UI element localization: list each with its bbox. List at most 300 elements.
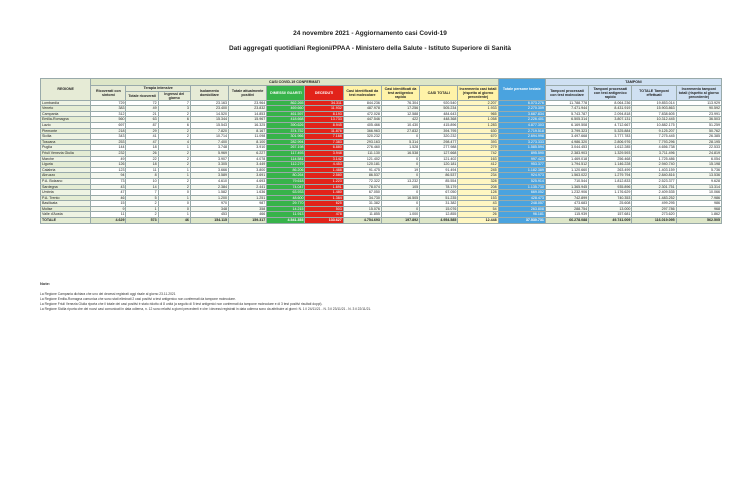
- value-cell: 729: [91, 100, 126, 106]
- value-cell: 1.794.512: [545, 162, 588, 168]
- value-cell: 965: [458, 111, 498, 117]
- value-cell: 630: [458, 128, 498, 134]
- region-cell: Sardegna: [41, 184, 91, 190]
- value-cell: 7.838.605: [632, 111, 676, 117]
- value-cell: 2: [158, 111, 190, 117]
- value-cell: 41: [126, 134, 158, 140]
- value-cell: 16.505: [381, 195, 419, 201]
- value-cell: 6.073.276: [498, 100, 545, 106]
- value-cell: 18: [126, 162, 158, 168]
- header-deceduti: DECEDUTI: [305, 86, 343, 101]
- region-cell: Abruzzo: [41, 173, 91, 179]
- value-cell: 358: [229, 206, 267, 212]
- value-cell: 2.207: [458, 100, 498, 106]
- value-cell: 23.832: [229, 106, 267, 112]
- value-cell: 2: [158, 156, 190, 162]
- value-cell: 105: [381, 184, 419, 190]
- header-group-casi: CASI COVID-19 CONFERMATI: [91, 79, 498, 86]
- value-cell: 383: [91, 106, 126, 112]
- header-antigenico: Casi identificati da test antigenico rapido: [381, 86, 419, 101]
- value-cell: 127.668: [420, 150, 458, 156]
- page-title: 24 novembre 2021 - Aggiornamento casi Covid-19: [293, 30, 447, 37]
- note-line: La Regione Friuli Venezia Giulia riporta che il totale dei casi positivi è stato ridotto di 8 unità (a seguito di 5 test antigenici non confermati da tampone molecolare e di 3 test positivi risultati doppi).: [40, 302, 323, 306]
- region-cell: Marche: [41, 156, 91, 162]
- value-cell: 25.608: [589, 201, 632, 207]
- value-cell: 4.541.353: [267, 218, 305, 224]
- value-cell: 51.259: [676, 122, 721, 128]
- value-cell: 394.795: [420, 128, 458, 134]
- value-cell: 461.597: [267, 111, 305, 117]
- value-cell: 96.181: [498, 212, 545, 218]
- value-cell: 14.520: [190, 111, 228, 117]
- region-cell: Lombardia: [41, 100, 91, 106]
- value-cell: 9.125.207: [632, 128, 676, 134]
- region-cell: Friuli Venezia Giulia: [41, 150, 91, 156]
- value-cell: 49.741.009: [589, 218, 632, 224]
- value-cell: 48.600: [267, 195, 305, 201]
- value-cell: 997.420: [498, 156, 545, 162]
- value-cell: 7.471.944: [545, 106, 588, 112]
- value-cell: 293.163: [343, 139, 381, 145]
- value-cell: 248.057: [498, 201, 545, 207]
- value-cell: 1: [158, 195, 190, 201]
- value-cell: 987: [229, 201, 267, 207]
- value-cell: 16.325: [229, 122, 267, 128]
- value-cell: 3.910: [229, 145, 267, 151]
- value-cell: 1.200: [190, 195, 228, 201]
- value-cell: 1.232.906: [545, 190, 588, 196]
- value-cell: 5.314: [381, 139, 419, 145]
- value-cell: 4.877.303: [498, 122, 545, 128]
- value-cell: 428.473: [498, 195, 545, 201]
- value-cell: 117.493: [267, 150, 305, 156]
- value-cell: 625: [305, 201, 343, 207]
- value-cell: 1: [126, 206, 158, 212]
- value-cell: 79.618: [267, 178, 305, 184]
- value-cell: 393: [458, 139, 498, 145]
- value-cell: 2.940.740: [632, 162, 676, 168]
- value-cell: 47: [126, 139, 158, 145]
- value-cell: 2: [158, 128, 190, 134]
- value-cell: 1.000: [381, 212, 419, 218]
- page-subtitle: Dati aggregati quotidiani Regioni/PPAA - Ministero della Salute - Istituto Superiore di Sanità: [228, 45, 512, 52]
- header-isolamento: Isolamento domiciliare: [190, 86, 228, 101]
- value-cell: 3.807.131: [589, 117, 632, 123]
- value-cell: 28.195: [676, 139, 721, 145]
- value-cell: 2: [126, 212, 158, 218]
- value-cell: 448.368: [420, 117, 458, 123]
- value-cell: 15.076: [343, 206, 381, 212]
- value-cell: 669.052: [498, 190, 545, 196]
- value-cell: 256.468: [589, 156, 632, 162]
- value-cell: 953.377: [498, 162, 545, 168]
- value-cell: 8.100: [229, 139, 267, 145]
- value-cell: 2.806.976: [589, 139, 632, 145]
- value-cell: 112.279: [267, 162, 305, 168]
- value-cell: 3.273.333: [498, 139, 545, 145]
- value-cell: 91.494: [420, 167, 458, 173]
- value-cell: 3.305: [190, 162, 228, 168]
- value-cell: 935.896: [589, 184, 632, 190]
- value-cell: 18: [126, 145, 158, 151]
- value-cell: 0: [381, 190, 419, 196]
- value-cell: 2: [158, 150, 190, 156]
- value-cell: 8: [126, 173, 158, 179]
- value-cell: 1.329.593: [589, 150, 632, 156]
- value-cell: 11.932: [305, 106, 343, 112]
- value-cell: 157.681: [589, 212, 632, 218]
- value-cell: 3.687.834: [498, 111, 545, 117]
- value-cell: 697: [91, 122, 126, 128]
- value-cell: 91.475: [343, 167, 381, 173]
- value-cell: 163: [458, 156, 498, 162]
- value-cell: 1.563.022: [545, 173, 588, 179]
- value-cell: 3.948: [305, 150, 343, 156]
- value-cell: 0: [381, 173, 419, 179]
- value-cell: 0: [381, 162, 419, 168]
- value-cell: 1.058: [458, 117, 498, 123]
- value-cell: 120.181: [420, 162, 458, 168]
- value-cell: 2: [126, 201, 158, 207]
- value-cell: 0: [381, 134, 419, 140]
- value-cell: 0: [158, 206, 190, 212]
- value-cell: 2.409.535: [632, 190, 676, 196]
- value-cell: 1.691: [305, 184, 343, 190]
- value-cell: 1: [158, 145, 190, 151]
- value-cell: 4: [158, 139, 190, 145]
- value-cell: 0: [381, 156, 419, 162]
- value-cell: 288.754: [545, 206, 588, 212]
- value-cell: 80.264: [267, 173, 305, 179]
- header-tamp-totale: TOTALE Tamponi effettuati: [632, 86, 676, 101]
- value-cell: 1.812.833: [589, 178, 632, 184]
- value-cell: 453: [190, 212, 228, 218]
- value-cell: 34.730: [343, 195, 381, 201]
- value-cell: 2.719.518: [498, 128, 545, 134]
- value-cell: 267.198: [267, 145, 305, 151]
- region-cell: Piemonte: [41, 128, 91, 134]
- header-incremento: Incremento casi totali (rispetto al giorno precedente): [459, 86, 497, 99]
- value-cell: 366.963: [343, 128, 381, 134]
- value-cell: 560: [91, 117, 126, 123]
- value-cell: 3.711.496: [632, 150, 676, 156]
- value-cell: 47: [91, 190, 126, 196]
- value-cell: 1.146.228: [589, 162, 632, 168]
- value-cell: 279: [458, 145, 498, 151]
- value-cell: 487.978: [343, 106, 381, 112]
- value-cell: 22: [126, 156, 158, 162]
- value-cell: 10.882.175: [632, 122, 676, 128]
- value-cell: 10.066: [676, 190, 721, 196]
- value-cell: 422: [381, 117, 419, 123]
- header-ricoverati: Ricoverati con sintomi: [91, 86, 126, 101]
- value-cell: 232: [91, 150, 126, 156]
- value-cell: 197.892: [381, 218, 419, 224]
- value-cell: 1.365.945: [545, 184, 588, 190]
- value-cell: 128: [458, 190, 498, 196]
- value-cell: 1: [158, 212, 190, 218]
- header-ti-totale: Totale ricoverati: [126, 91, 158, 100]
- value-cell: 3.748: [190, 145, 228, 151]
- value-cell: 924.973: [498, 173, 545, 179]
- value-cell: 1.120.660: [545, 167, 588, 173]
- value-cell: 1.283: [458, 122, 498, 128]
- value-cell: 8.945: [305, 122, 343, 128]
- value-cell: 15.967: [229, 117, 267, 123]
- value-cell: 19.853.014: [632, 100, 676, 106]
- value-cell: 478: [305, 212, 343, 218]
- value-cell: 2.523.377: [632, 178, 676, 184]
- value-cell: 4.453: [305, 162, 343, 168]
- value-cell: 144: [91, 145, 126, 151]
- value-cell: 63.933: [267, 190, 305, 196]
- value-cell: 37.530.731: [498, 218, 545, 224]
- value-cell: 22.533: [676, 145, 721, 151]
- value-cell: 742.899: [545, 195, 588, 201]
- note-line: La Regione Emilia-Romagna comunica che sono stati eliminati 2 casi positivi a test antigenico non confermati da tampone molecolare.: [40, 297, 236, 301]
- value-cell: 12.855: [420, 212, 458, 218]
- value-cell: 5.736: [676, 167, 721, 173]
- value-cell: 710.544: [545, 178, 588, 184]
- header-group-tamponi: TAMPONI: [545, 79, 721, 86]
- value-cell: 218: [91, 128, 126, 134]
- value-cell: 15.198: [676, 162, 721, 168]
- value-cell: 415.896: [420, 122, 458, 128]
- value-cell: 0: [158, 201, 190, 207]
- value-cell: 133.627: [305, 218, 343, 224]
- value-cell: 862.265: [267, 100, 305, 106]
- value-cell: 10: [126, 178, 158, 184]
- notes-heading: Note:: [40, 281, 51, 286]
- value-cell: 1.528: [381, 145, 419, 151]
- value-cell: 473.683: [545, 201, 588, 207]
- header-casi-totali: CASI TOTALI: [420, 86, 458, 101]
- value-cell: 469.660: [267, 106, 305, 112]
- value-cell: 3.777.783: [589, 134, 632, 140]
- value-cell: 154.115: [190, 218, 228, 224]
- value-cell: 54: [458, 206, 498, 212]
- value-cell: 24.819: [676, 150, 721, 156]
- value-cell: 1.862: [676, 212, 721, 218]
- value-cell: 78.074: [343, 184, 381, 190]
- value-cell: 503: [305, 206, 343, 212]
- value-cell: 276.460: [343, 145, 381, 151]
- value-cell: 13.314: [676, 184, 721, 190]
- value-cell: 472.028: [343, 111, 381, 117]
- value-cell: 573: [126, 218, 158, 224]
- value-cell: 1.135.730: [498, 184, 545, 190]
- value-cell: 67.050: [343, 190, 381, 196]
- value-cell: 412: [458, 162, 498, 168]
- value-cell: 1.582: [190, 190, 228, 196]
- value-cell: 153: [458, 195, 498, 201]
- value-cell: 159.317: [229, 218, 267, 224]
- header-tamp-antigenico: Tamponi processati con test antigenico rapido: [589, 86, 632, 101]
- value-cell: 6: [158, 117, 190, 123]
- value-cell: 72: [126, 100, 158, 106]
- value-cell: 126: [91, 162, 126, 168]
- value-cell: 10.430: [381, 122, 419, 128]
- value-cell: 43: [458, 201, 498, 207]
- value-cell: 4.656.738: [632, 145, 676, 151]
- value-cell: 1.483.252: [632, 195, 676, 201]
- header-tamp-molecolare: Tamponi processati con test molecolare: [545, 86, 588, 101]
- value-cell: 0: [381, 201, 419, 207]
- region-cell: Calabria: [41, 167, 91, 173]
- region-cell: Umbria: [41, 190, 91, 196]
- value-cell: 86.537: [343, 173, 381, 179]
- value-cell: 7.820: [190, 128, 228, 134]
- value-cell: 1.176.629: [589, 190, 632, 196]
- header-dimessi: DIMESSI/ GUARITI: [267, 86, 305, 101]
- region-cell: Molise: [41, 206, 91, 212]
- value-cell: 50.762: [676, 128, 721, 134]
- region-cell: Campania: [41, 111, 91, 117]
- header-positivi: Totale attualmente positivi: [229, 86, 267, 101]
- value-cell: 2.270.309: [498, 106, 545, 112]
- value-cell: 31.382: [343, 201, 381, 207]
- value-cell: 67.050: [420, 190, 458, 196]
- value-cell: 51.235: [420, 195, 458, 201]
- value-cell: 1.488: [305, 167, 343, 173]
- value-cell: 10.714: [190, 134, 228, 140]
- value-cell: 670: [458, 134, 498, 140]
- value-cell: 4.754.693: [343, 218, 381, 224]
- value-cell: 844.236: [343, 100, 381, 106]
- value-cell: 740.353: [589, 195, 632, 201]
- value-cell: 3: [158, 106, 190, 112]
- value-cell: 7.383: [305, 139, 343, 145]
- value-cell: 484.643: [420, 111, 458, 117]
- value-cell: 13.000: [589, 206, 632, 212]
- covid-data-table: [40, 78, 722, 224]
- value-cell: 13.232: [381, 178, 419, 184]
- value-cell: 15.076: [420, 206, 458, 212]
- value-cell: 1.636: [229, 190, 267, 196]
- value-cell: 72.322: [343, 178, 381, 184]
- value-cell: 8.193: [305, 111, 343, 117]
- value-cell: 6.880: [305, 145, 343, 151]
- value-cell: 49: [126, 106, 158, 112]
- value-cell: 63: [126, 117, 158, 123]
- value-cell: 14.853: [229, 111, 267, 117]
- value-cell: 1.279.794: [589, 173, 632, 179]
- value-cell: 447.546: [343, 117, 381, 123]
- value-cell: 328: [458, 178, 498, 184]
- value-cell: 27.832: [381, 128, 419, 134]
- notes-section: [40, 281, 720, 312]
- value-cell: 3.449: [229, 162, 267, 168]
- region-cell: Sicilia: [41, 134, 91, 140]
- value-cell: 466: [229, 212, 267, 218]
- value-cell: 1.933: [458, 106, 498, 112]
- value-cell: 0: [381, 206, 419, 212]
- header-tamp-incremento: Incremento tamponi totali (rispetto al giorno precedente): [676, 86, 721, 101]
- value-cell: 9.628: [676, 178, 721, 184]
- value-cell: 29.770: [267, 201, 305, 207]
- value-cell: 31.382: [420, 201, 458, 207]
- value-cell: 348: [190, 206, 228, 212]
- value-cell: 34.311: [305, 100, 343, 106]
- value-cell: 16.538: [381, 150, 419, 156]
- value-cell: 7: [158, 100, 190, 106]
- value-cell: 23.163: [190, 100, 228, 106]
- value-cell: 3.142: [305, 156, 343, 162]
- value-cell: 4.078: [229, 156, 267, 162]
- value-cell: 2.301.751: [632, 184, 676, 190]
- value-cell: 2.441: [229, 184, 267, 190]
- value-cell: 9: [91, 206, 126, 212]
- value-cell: 282.994: [267, 139, 305, 145]
- region-cell: Liguria: [41, 162, 91, 168]
- value-cell: 19: [381, 167, 419, 173]
- value-cell: 21: [126, 111, 158, 117]
- value-cell: 4.610: [190, 178, 228, 184]
- value-cell: 121.402: [343, 156, 381, 162]
- value-cell: 6.505.314: [545, 117, 588, 123]
- region-cell: Valle d'Aosta: [41, 212, 91, 218]
- value-cell: 13.733: [305, 117, 343, 123]
- value-cell: 895.590: [498, 150, 545, 156]
- value-cell: 4.986.320: [545, 139, 588, 145]
- value-cell: 121.402: [420, 156, 458, 162]
- region-cell: Basilicata: [41, 201, 91, 207]
- value-cell: 15: [91, 201, 126, 207]
- value-cell: 15.903.863: [632, 106, 676, 112]
- value-cell: 76.304: [381, 100, 419, 106]
- value-cell: 43: [91, 184, 126, 190]
- region-cell: Puglia: [41, 145, 91, 151]
- value-cell: 208: [458, 184, 498, 190]
- value-cell: 2.384: [190, 184, 228, 190]
- value-cell: 8.064.236: [589, 100, 632, 106]
- value-cell: 273.620: [632, 212, 676, 218]
- value-cell: 11.788.778: [545, 100, 588, 106]
- value-cell: 320.232: [420, 134, 458, 140]
- value-cell: 263.808: [498, 206, 545, 212]
- value-cell: 1.480: [305, 190, 343, 196]
- value-cell: 1.585.594: [498, 145, 545, 151]
- value-cell: 26: [126, 150, 158, 156]
- value-cell: 4.712.667: [589, 122, 632, 128]
- value-cell: 11.913: [267, 212, 305, 218]
- value-cell: 3.044.453: [545, 145, 588, 151]
- value-cell: 90.592: [676, 106, 721, 112]
- value-cell: 297.786: [632, 206, 676, 212]
- value-cell: 26.385: [676, 134, 721, 140]
- value-cell: 374.752: [267, 128, 305, 134]
- value-cell: 120.181: [343, 162, 381, 168]
- value-cell: 6.227: [229, 150, 267, 156]
- value-cell: 114.581: [267, 156, 305, 162]
- value-cell: 13.536: [676, 173, 721, 179]
- value-cell: 15.543: [190, 122, 228, 128]
- value-cell: 46: [91, 195, 126, 201]
- value-cell: 11.098: [229, 134, 267, 140]
- value-cell: 6.169.508: [545, 122, 588, 128]
- value-cell: 253: [91, 139, 126, 145]
- value-cell: 263.499: [589, 167, 632, 173]
- value-cell: 920.540: [420, 100, 458, 106]
- value-cell: 115.939: [545, 212, 588, 218]
- value-cell: 87: [126, 122, 158, 128]
- value-cell: 3.497.668: [545, 134, 588, 140]
- value-cell: 301.966: [267, 134, 305, 140]
- value-cell: 7.400: [190, 139, 228, 145]
- header-ti-ingressi: Ingressi del giorno: [158, 91, 190, 100]
- value-cell: 2: [158, 178, 190, 184]
- header-molecolare: Casi identificati da test molecolare: [343, 86, 381, 101]
